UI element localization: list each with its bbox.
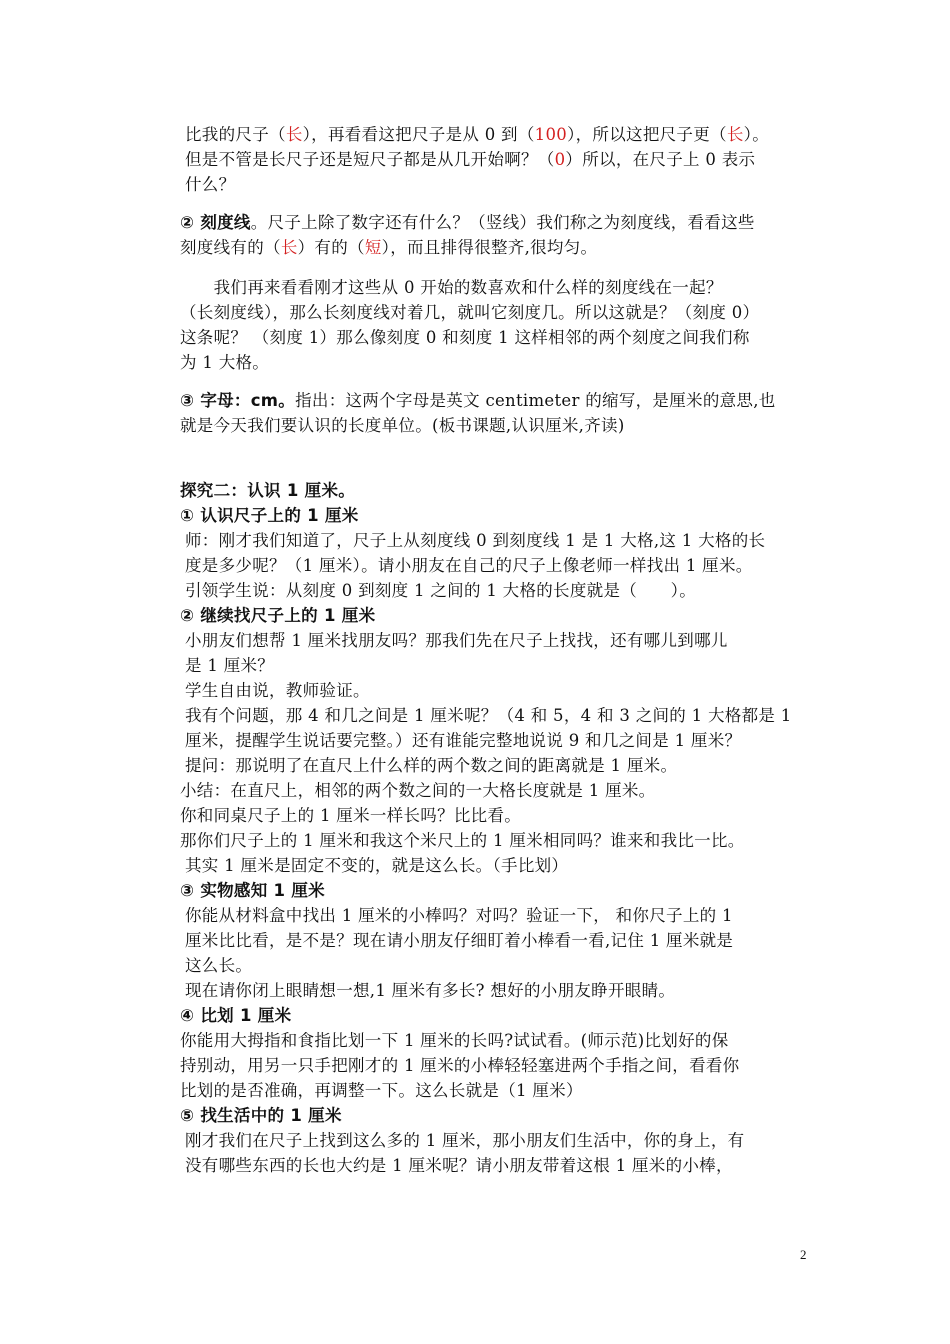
body-line: 小朋友们想帮 1 厘米找朋友吗？那我们先在尺子上找找，还有哪儿到哪儿: [185, 631, 728, 650]
body-line: 那你们尺子上的 1 厘米和我这个米尺上的 1 厘米相同吗？谁来和我比一比。: [180, 831, 745, 850]
answer-text: 100: [534, 125, 568, 144]
text-run: 指出：这两个字母是英文 centimeter 的缩写，是厘米的意思,也: [295, 391, 776, 410]
text-run: 。尺子上除了数字还有什么？（竖线）我们称之为刻度线，看看这些: [250, 213, 755, 232]
body-line: 厘米，提醒学生说话要完整。）还有谁能完整地说说 9 和几之间是 1 厘米？: [185, 731, 742, 750]
body-line: 现在请你闭上眼睛想一想,1 厘米有多长? 想好的小朋友睁开眼睛。: [185, 981, 676, 1000]
para3-line3: 这条呢？ （刻度 1）那么像刻度 0 和刻度 1 这样相邻的两个刻度之间我们称: [180, 328, 750, 347]
text-run: 比我的尺子（: [185, 125, 286, 144]
answer-text: 0: [554, 150, 566, 169]
section-heading: ② 刻度线: [180, 213, 251, 232]
para2-line1: [180, 210, 810, 235]
answer-text: 长: [726, 125, 744, 144]
body-line: 厘米比比看，是不是？现在请小朋友仔细盯着小棒看一看,记住 1 厘米就是: [185, 931, 734, 950]
para3-line4: 为 1 大格。: [180, 353, 270, 372]
para2-line2: [180, 235, 810, 260]
text-run: 但是不管是长尺子还是短尺子都是从几开始啊？（: [185, 150, 555, 169]
body-line: 你和同桌尺子上的 1 厘米一样长吗？比比看。: [180, 806, 522, 825]
body-line: 这么长。: [185, 956, 253, 975]
body-line: 没有哪些东西的长也大约是 1 厘米呢？请小朋友带着这根 1 厘米的小棒，: [185, 1156, 733, 1175]
answer-text: 长: [285, 125, 303, 144]
body-line: 提问：那说明了在直尺上什么样的两个数之间的距离就是 1 厘米。: [185, 756, 678, 775]
text-run: ）所以，在尺子上 0 表示: [565, 150, 756, 169]
body-line: 度是多少呢？（1 厘米）。请小朋友在自己的尺子上像老师一样找出 1 厘米。: [185, 556, 753, 575]
text-run: ），所以这把尺子更（: [567, 125, 727, 144]
body-line: 刚才我们在尺子上找到这么多的 1 厘米，那小朋友们生活中，你的身上，有: [185, 1131, 745, 1150]
section-title: 探究二：认识 1 厘米。: [180, 481, 356, 500]
body-line: 你能从材料盒中找出 1 厘米的小棒吗？对吗？验证一下， 和你尺子上的 1: [185, 906, 733, 925]
body-line: 其实 1 厘米是固定不变的，就是这么长。（手比划）: [185, 856, 569, 875]
para4-line1: [180, 388, 810, 413]
body-line: 学生自由说，教师验证。: [185, 681, 370, 700]
para4-line2: 就是今天我们要认识的长度单位。(板书课题,认识厘米,齐读): [180, 416, 625, 435]
section-heading: ③ 字母：cm。: [180, 391, 296, 410]
para3-line1: 我们再来看看刚才这些从 0 开始的数喜欢和什么样的刻度线在一起？: [180, 278, 723, 297]
text-run: ）有的（: [297, 238, 365, 257]
body-line: 小结：在直尺上，相邻的两个数之间的一大格长度就是 1 厘米。: [180, 781, 656, 800]
subsection-heading-3: ③ 实物感知 1 厘米: [180, 881, 325, 900]
text-run: ），再看看这把尺子是从 0 到（: [302, 125, 535, 144]
body-line: 你能用大拇指和食指比划一下 1 厘米的长吗?试试看。(师示范)比划好的保: [180, 1031, 729, 1050]
subsection-heading-1: ① 认识尺子上的 1 厘米: [180, 506, 359, 525]
answer-text: 短: [364, 238, 382, 257]
subsection-heading-2: ② 继续找尺子上的 1 厘米: [180, 606, 376, 625]
body-line: 是 1 厘米？: [185, 656, 275, 675]
para1-line1: [180, 122, 810, 147]
body-line: 我有个问题，那 4 和几之间是 1 厘米呢？（4 和 5，4 和 3 之间的 1 大格都是 1: [185, 706, 792, 725]
text-run: 刻度线有的（: [180, 238, 281, 257]
subsection-heading-4: ④ 比划 1 厘米: [180, 1006, 292, 1025]
answer-text: 长: [280, 238, 298, 257]
text-run: ）。: [743, 125, 769, 144]
page-number: 2: [800, 1247, 807, 1262]
body-line: 持别动，用另一只手把刚才的 1 厘米的小棒轻轻塞进两个手指之间，看看你: [180, 1056, 740, 1075]
para3-line2: （长刻度线），那么长刻度线对着几，就叫它刻度几。所以这就是？（刻度 0）: [180, 303, 760, 322]
para1-line2: [180, 147, 810, 172]
body-line: 师：刚才我们知道了，尺子上从刻度线 0 到刻度线 1 是 1 大格,这 1 大格的长: [185, 531, 766, 550]
subsection-heading-5: ⑤ 找生活中的 1 厘米: [180, 1106, 342, 1125]
body-line: 比划的是否准确，再调整一下。这么长就是（1 厘米）: [180, 1081, 583, 1100]
document-page: [180, 122, 810, 1178]
para1-line3: 什么？: [185, 175, 236, 194]
body-line: 引领学生说：从刻度 0 到刻度 1 之间的 1 大格的长度就是（ ）。: [185, 581, 697, 600]
text-run: ），而且排得很整齐,很均匀。: [381, 238, 598, 257]
